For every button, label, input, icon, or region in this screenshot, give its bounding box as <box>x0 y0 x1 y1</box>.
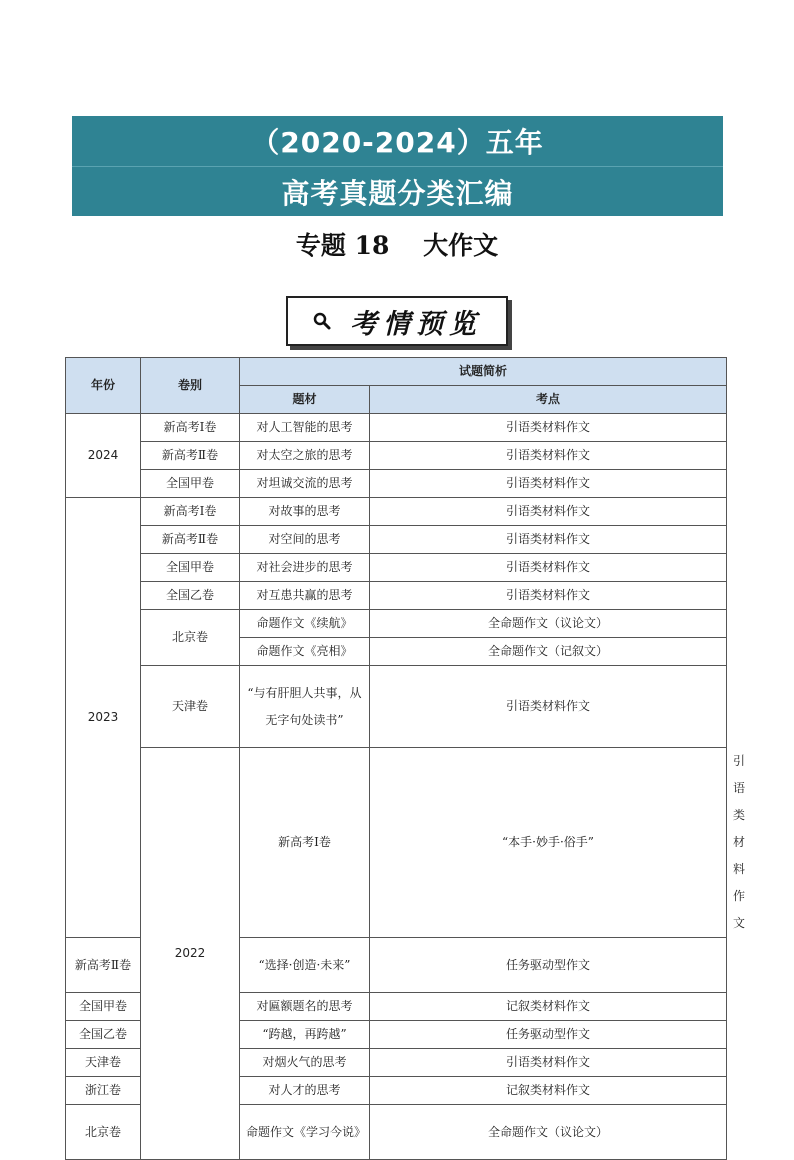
topic-cell: 对互患共赢的思考 <box>240 582 370 610</box>
topic-cell: 对匾额题名的思考 <box>240 993 370 1021</box>
header-point: 考点 <box>370 386 727 414</box>
year-cell: 2023 <box>66 498 141 938</box>
header-year: 年份 <box>66 358 141 414</box>
topic-cell: 对太空之旅的思考 <box>240 442 370 470</box>
table-row <box>66 470 727 498</box>
table-row <box>66 554 727 582</box>
point-cell: 引语类材料作文 <box>370 1049 727 1077</box>
paper-cell: 新高考Ⅰ卷 <box>141 498 240 526</box>
banner-title-line1: （2020-2024）五年 <box>72 116 723 167</box>
topic-cell: “选择·创造·未来” <box>240 938 370 993</box>
point-cell: 引语类材料作文 <box>370 554 727 582</box>
table-row <box>66 526 727 554</box>
point-cell: 任务驱动型作文 <box>370 1021 727 1049</box>
search-icon <box>312 311 332 331</box>
table-row <box>66 442 727 470</box>
paper-cell: 新高考Ⅰ卷 <box>240 748 370 938</box>
table-row <box>66 498 727 526</box>
point-cell: 引语类材料作文 <box>370 582 727 610</box>
point-cell: 全命题作文（记叙文） <box>370 638 727 666</box>
paper-cell: 全国乙卷 <box>141 582 240 610</box>
point-cell: 引语类材料作文 <box>370 666 727 748</box>
point-cell: 全命题作文（议论文） <box>370 1105 727 1160</box>
preview-heading-box <box>286 296 508 346</box>
paper-cell: 全国乙卷 <box>66 1021 141 1049</box>
point-cell: 记叙类材料作文 <box>370 993 727 1021</box>
header-analysis: 试题简析 <box>240 358 727 386</box>
paper-cell: 新高考Ⅱ卷 <box>141 442 240 470</box>
table-row <box>66 610 727 638</box>
topic-cell: 对空间的思考 <box>240 526 370 554</box>
table-row: 2022 新高考Ⅰ卷 “本手·妙手·俗手” 引语类材料作文 <box>66 748 727 938</box>
point-cell: 引语类材料作文 <box>370 414 727 442</box>
point-cell: 引语类材料作文 <box>370 526 727 554</box>
point-cell: 引语类材料作文 <box>370 442 727 470</box>
table-row <box>66 666 727 748</box>
paper-cell: 天津卷 <box>66 1049 141 1077</box>
preview-title: 考情预览 <box>350 308 482 340</box>
year-cell: 2024 <box>66 414 141 498</box>
topic-cell: 命题作文《续航》 <box>240 610 370 638</box>
paper-cell: 北京卷 <box>141 610 240 666</box>
topic-cell: 对烟火气的思考 <box>240 1049 370 1077</box>
paper-cell: 全国甲卷 <box>66 993 141 1021</box>
topic-cell: 命题作文《亮相》 <box>240 638 370 666</box>
banner-title-line2: 高考真题分类汇编 <box>281 176 514 210</box>
title-banner <box>72 116 723 216</box>
paper-cell: 新高考Ⅰ卷 <box>141 414 240 442</box>
paper-cell: 新高考Ⅱ卷 <box>66 938 141 993</box>
topic-heading: 专题 18 大作文 <box>295 231 499 260</box>
topic-cell: 对故事的思考 <box>240 498 370 526</box>
topic-cell: “跨越，再跨越” <box>240 1021 370 1049</box>
paper-cell: 浙江卷 <box>66 1077 141 1105</box>
point-cell: 引语类材料作文 <box>370 498 727 526</box>
header-paper: 卷别 <box>141 358 240 414</box>
paper-cell: 全国甲卷 <box>141 470 240 498</box>
point-cell: 引语类材料作文 <box>370 470 727 498</box>
topic-cell: “与有肝胆人共事，从无字句处读书” <box>240 666 370 748</box>
topic-cell: 命题作文《学习今说》 <box>240 1105 370 1160</box>
topic-cell: “本手·妙手·俗手” <box>370 748 727 938</box>
header-topic: 题材 <box>240 386 370 414</box>
paper-cell: 北京卷 <box>66 1105 141 1160</box>
paper-cell: 新高考Ⅱ卷 <box>141 526 240 554</box>
topic-cell: 对社会进步的思考 <box>240 554 370 582</box>
topic-cell: 对人才的思考 <box>240 1077 370 1105</box>
point-cell: 全命题作文（议论文） <box>370 610 727 638</box>
exam-overview-table <box>65 357 746 1160</box>
paper-cell: 全国甲卷 <box>141 554 240 582</box>
paper-cell: 天津卷 <box>141 666 240 748</box>
topic-cell: 对坦诚交流的思考 <box>240 470 370 498</box>
table-row <box>66 582 727 610</box>
table-row <box>66 414 727 442</box>
year-cell: 2022 <box>141 748 240 1160</box>
point-cell: 任务驱动型作文 <box>370 938 727 993</box>
topic-cell: 对人工智能的思考 <box>240 414 370 442</box>
point-cell: 记叙类材料作文 <box>370 1077 727 1105</box>
